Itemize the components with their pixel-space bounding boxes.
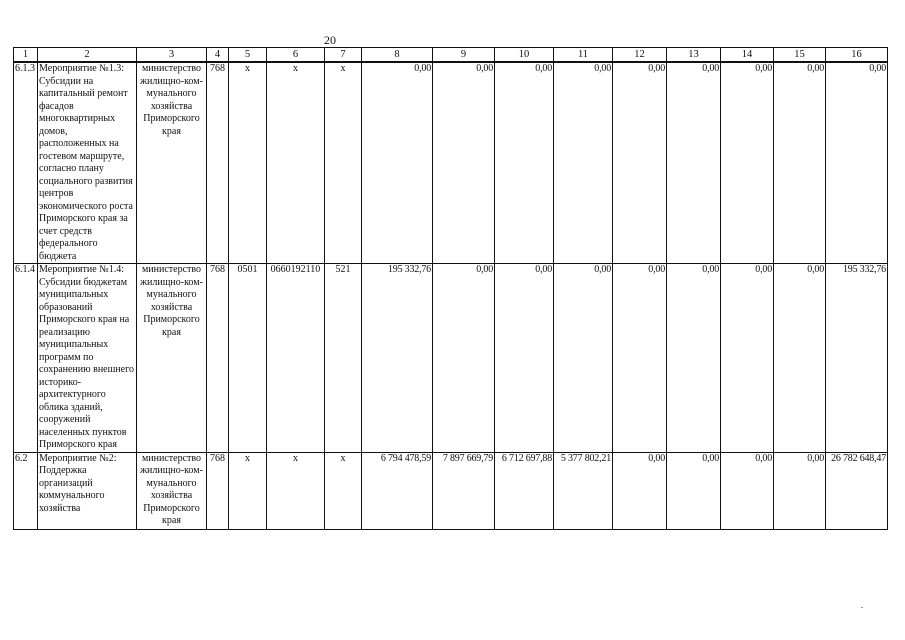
col4-cell: 768 bbox=[207, 62, 229, 264]
column-header: 15 bbox=[774, 48, 826, 63]
amount-cell: 0,00 bbox=[495, 264, 554, 453]
column-header: 8 bbox=[362, 48, 433, 63]
column-header: 9 bbox=[433, 48, 495, 63]
column-header: 10 bbox=[495, 48, 554, 63]
amount-cell: 0,00 bbox=[495, 62, 554, 264]
amount-cell: 5 377 802,21 bbox=[554, 452, 613, 529]
column-header: 5 bbox=[229, 48, 267, 63]
table-row bbox=[14, 452, 888, 529]
amount-cell: 195 332,76 bbox=[362, 264, 433, 453]
col7-cell: 521 bbox=[325, 264, 362, 453]
amount-cell: 0,00 bbox=[433, 264, 495, 453]
row-code: 6.2 bbox=[14, 452, 38, 529]
amount-cell: 0,00 bbox=[613, 452, 667, 529]
amount-cell: 6 712 697,88 bbox=[495, 452, 554, 529]
column-header: 12 bbox=[613, 48, 667, 63]
table-row bbox=[14, 62, 888, 264]
column-header: 4 bbox=[207, 48, 229, 63]
col7-cell: х bbox=[325, 452, 362, 529]
amount-cell: 0,00 bbox=[774, 452, 826, 529]
amount-cell: 0,00 bbox=[613, 264, 667, 453]
amount-cell: 6 794 478,59 bbox=[362, 452, 433, 529]
col4-cell: 768 bbox=[207, 452, 229, 529]
amount-cell: 0,00 bbox=[433, 62, 495, 264]
col5-cell: 0501 bbox=[229, 264, 267, 453]
column-header: 16 bbox=[826, 48, 888, 63]
total-cell: 195 332,76 bbox=[826, 264, 888, 453]
total-cell: 26 782 648,47 bbox=[826, 452, 888, 529]
row-code: 6.1.4 bbox=[14, 264, 38, 453]
scan-speck bbox=[861, 607, 863, 608]
measure-name: Мероприятие №2: Поддержка организаций коммунального хозяйства bbox=[38, 452, 137, 529]
col4-cell: 768 bbox=[207, 264, 229, 453]
page-number: 20 bbox=[324, 33, 336, 47]
amount-cell: 0,00 bbox=[554, 264, 613, 453]
amount-cell: 0,00 bbox=[721, 62, 774, 264]
column-header: 3 bbox=[137, 48, 207, 63]
amount-cell: 0,00 bbox=[362, 62, 433, 264]
amount-cell: 0,00 bbox=[721, 264, 774, 453]
col5-cell: х bbox=[229, 62, 267, 264]
col6-cell: х bbox=[267, 452, 325, 529]
amount-cell: 0,00 bbox=[721, 452, 774, 529]
column-header: 11 bbox=[554, 48, 613, 63]
amount-cell: 0,00 bbox=[774, 62, 826, 264]
column-header: 2 bbox=[38, 48, 137, 63]
executor-cell: министерство жилищно-ком-мунального хозяйства Приморского края bbox=[137, 452, 207, 529]
column-number-row bbox=[14, 48, 888, 63]
measure-name: Мероприятие №1.3: Субсидии на капитальный ремонт фасадов многоквартирных домов, расположенных на гостевом маршруте, согласно плану социального развития центров экономического роста Приморского края за счет средств федерального бюджета bbox=[38, 62, 137, 264]
executor-cell: министерство жилищно-ком-мунального хозяйства Приморского края bbox=[137, 264, 207, 453]
column-header: 13 bbox=[667, 48, 721, 63]
budget-table bbox=[13, 47, 888, 530]
col6-cell: х bbox=[267, 62, 325, 264]
col7-cell: х bbox=[325, 62, 362, 264]
col6-cell: 0660192110 bbox=[267, 264, 325, 453]
table-row bbox=[14, 264, 888, 453]
column-header: 14 bbox=[721, 48, 774, 63]
executor-cell: министерство жилищно-ком-мунального хозяйства Приморского края bbox=[137, 62, 207, 264]
total-cell: 0,00 bbox=[826, 62, 888, 264]
column-header: 6 bbox=[267, 48, 325, 63]
row-code: 6.1.3 bbox=[14, 62, 38, 264]
measure-name: Мероприятие №1.4: Субсидии бюджетам муниципальных образований Приморского края на реализацию муниципальных программ по сохранению внешнего историко-архитектурного облика зданий, сооружений населенных пунктов Приморского края bbox=[38, 264, 137, 453]
amount-cell: 0,00 bbox=[774, 264, 826, 453]
amount-cell: 0,00 bbox=[613, 62, 667, 264]
amount-cell: 0,00 bbox=[667, 62, 721, 264]
amount-cell: 0,00 bbox=[667, 452, 721, 529]
col5-cell: х bbox=[229, 452, 267, 529]
amount-cell: 7 897 669,79 bbox=[433, 452, 495, 529]
amount-cell: 0,00 bbox=[667, 264, 721, 453]
column-header: 7 bbox=[325, 48, 362, 63]
amount-cell: 0,00 bbox=[554, 62, 613, 264]
column-header: 1 bbox=[14, 48, 38, 63]
